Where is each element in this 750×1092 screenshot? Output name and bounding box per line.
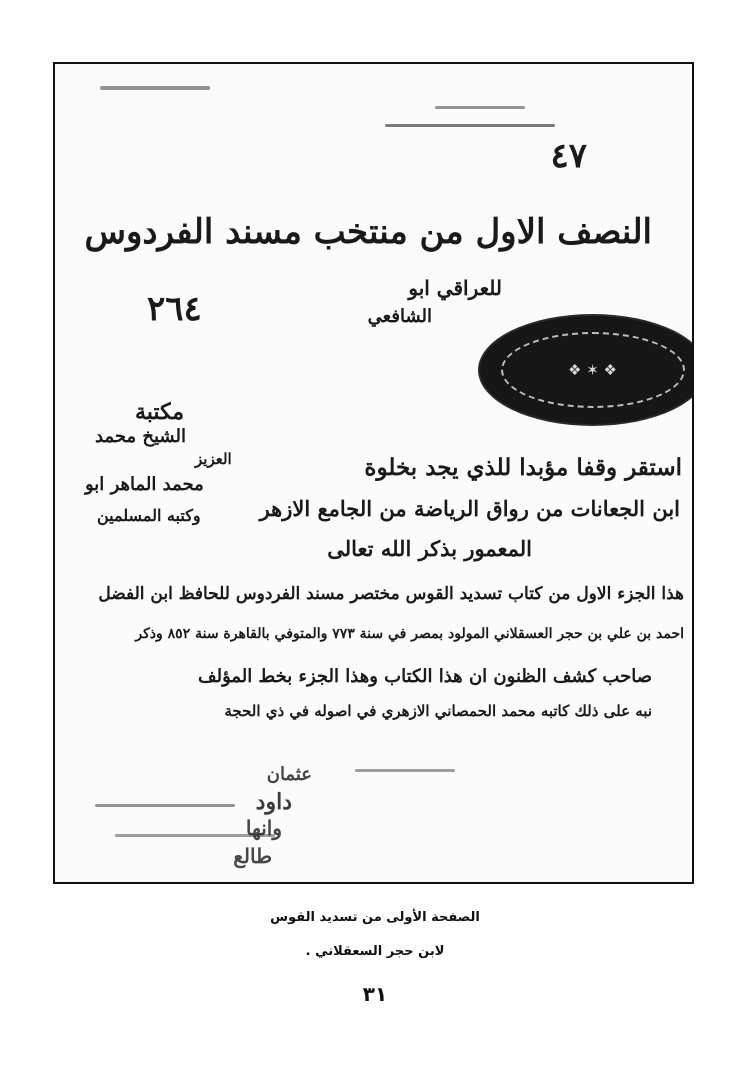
manuscript-title: النصف الاول من منتخب مسند الفردوس: [84, 212, 652, 252]
caption-line-2: لابن حجر السعقلاني .: [305, 944, 445, 959]
manuscript-author-line-1: للعراقي ابو: [408, 276, 502, 300]
endowment-line-2: ابن الجعانات من رواق الرياضة من الجامع الازهر: [259, 496, 680, 521]
page-number: ٣١: [362, 982, 388, 1006]
manuscript-top-number: ٤٧: [550, 136, 587, 176]
endowment-line-1: استقر وقفا مؤبدا للذي يجد بخلوة: [364, 454, 682, 481]
description-line-3: صاحب كشف الظنون ان هذا الكتاب وهذا الجزء بخط المؤلف: [197, 666, 652, 687]
library-note-line-3: العزيز: [195, 450, 232, 468]
manuscript-margin-number: ٢٦٤: [147, 289, 202, 329]
library-note-line-4: محمد الماهر ابو: [85, 474, 204, 495]
description-line-4: نبه على ذلك كاتبه محمد الحمصاني الازهري في اصوله في ذي الحجة: [224, 702, 652, 720]
library-seal: [480, 316, 694, 424]
bottom-note-line-1: عثمان: [266, 764, 312, 785]
bottom-note-line-2: داود: [255, 789, 292, 815]
library-note-line-1: مكتبة: [135, 399, 185, 425]
endowment-line-3: المعمور بذكر الله تعالى: [327, 536, 532, 561]
bottom-note-line-3: وانها: [245, 816, 282, 840]
description-line-2: احمد بن علي بن حجر العسقلاني المولود بمصر في سنة ٧٧٣ والمتوفي بالقاهرة سنة ٨٥٢ وذكر: [135, 626, 684, 642]
caption-line-1: الصفحة الأولى من تسديد القوس: [270, 910, 480, 925]
library-note-line-5: وكتبه المسلمين: [97, 506, 201, 525]
description-line-1: هذا الجزء الاول من كتاب تسديد القوس مختصر مسند الفردوس للحافظ ابن الفضل: [98, 584, 684, 604]
library-seal-ring: ❖ ✶ ❖: [501, 332, 685, 408]
manuscript-author-line-2: الشافعي: [367, 306, 432, 327]
bottom-note-line-4: طالع: [233, 844, 272, 868]
library-note-line-2: الشيخ محمد: [95, 426, 186, 447]
manuscript-image: [53, 62, 694, 884]
